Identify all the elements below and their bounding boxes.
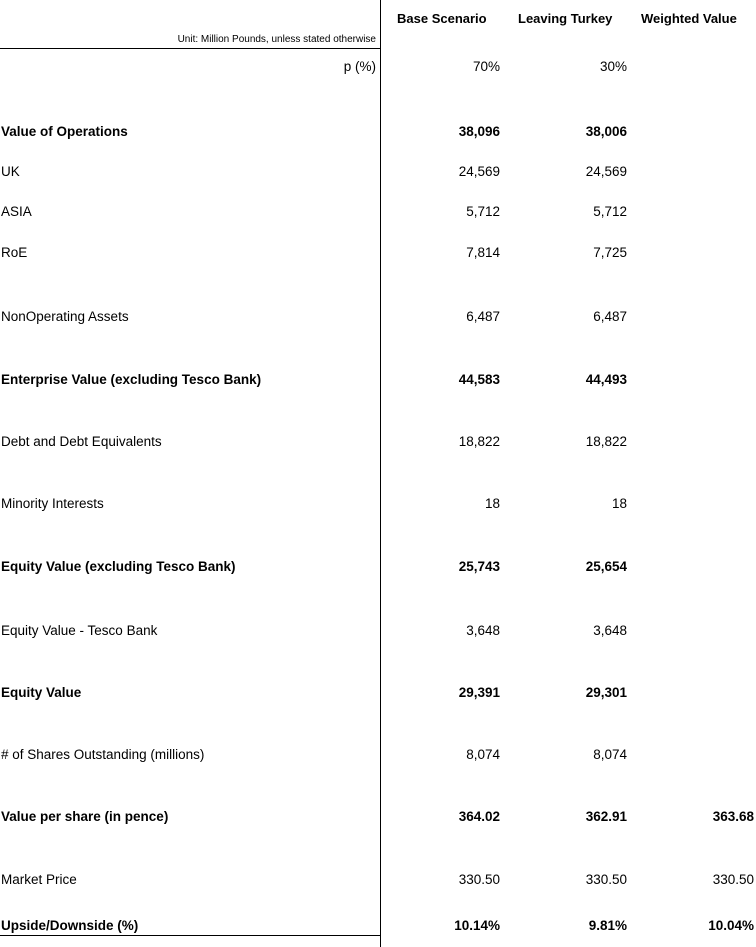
header-divider xyxy=(0,48,380,49)
table-row xyxy=(0,685,756,705)
row-label: Equity Value xyxy=(1,685,82,700)
leaving-turkey-value: 3,648 xyxy=(593,623,627,638)
leaving-turkey-value: 8,074 xyxy=(593,747,627,762)
leaving-turkey-value: 24,569 xyxy=(585,164,627,179)
base-scenario-value: 7,814 xyxy=(466,245,500,260)
leaving-turkey-value: 5,712 xyxy=(593,204,627,219)
table-row xyxy=(0,434,756,454)
table-row xyxy=(0,623,756,643)
leaving-turkey-value: 30% xyxy=(599,59,627,74)
leaving-turkey-value: 25,654 xyxy=(585,559,627,574)
column-header-leaving-turkey: Leaving Turkey xyxy=(518,11,613,26)
base-scenario-value: 29,391 xyxy=(458,685,500,700)
row-label: Value of Operations xyxy=(1,124,128,139)
table-row xyxy=(0,496,756,516)
row-label: Minority Interests xyxy=(1,496,104,511)
base-scenario-value: 3,648 xyxy=(466,623,500,638)
table-row xyxy=(0,204,756,224)
leaving-turkey-value: 6,487 xyxy=(593,309,627,324)
leaving-turkey-value: 44,493 xyxy=(585,372,627,387)
row-label: Value per share (in pence) xyxy=(1,809,169,824)
row-label: # of Shares Outstanding (millions) xyxy=(1,747,205,762)
leaving-turkey-value: 38,006 xyxy=(585,124,627,139)
table-row xyxy=(0,124,756,144)
leaving-turkey-value: 18 xyxy=(611,496,627,511)
base-scenario-value: 330.50 xyxy=(458,872,500,887)
base-scenario-value: 10.14% xyxy=(454,918,500,933)
row-label: Debt and Debt Equivalents xyxy=(1,434,162,449)
table-row xyxy=(0,59,756,79)
base-scenario-value: 70% xyxy=(472,59,500,74)
base-scenario-value: 38,096 xyxy=(458,124,500,139)
row-label: Market Price xyxy=(1,872,77,887)
leaving-turkey-value: 330.50 xyxy=(585,872,627,887)
row-label: ASIA xyxy=(1,204,32,219)
row-label: Equity Value (excluding Tesco Bank) xyxy=(1,559,236,574)
row-label: Upside/Downside (%) xyxy=(1,918,139,933)
column-header-base-scenario: Base Scenario xyxy=(397,11,487,26)
base-scenario-value: 44,583 xyxy=(458,372,500,387)
column-header-weighted-value: Weighted Value xyxy=(641,11,737,26)
base-scenario-value: 364.02 xyxy=(458,809,500,824)
table-row xyxy=(0,872,756,892)
table-row xyxy=(0,918,756,938)
leaving-turkey-value: 18,822 xyxy=(585,434,627,449)
leaving-turkey-value: 362.91 xyxy=(585,809,627,824)
row-label: RoE xyxy=(1,245,28,260)
row-label: p (%) xyxy=(343,59,376,74)
base-scenario-value: 6,487 xyxy=(466,309,500,324)
row-label: UK xyxy=(1,164,20,179)
base-scenario-value: 5,712 xyxy=(466,204,500,219)
table-row xyxy=(0,309,756,329)
table-row xyxy=(0,372,756,392)
leaving-turkey-value: 7,725 xyxy=(593,245,627,260)
leaving-turkey-value: 9.81% xyxy=(588,918,627,933)
leaving-turkey-value: 29,301 xyxy=(585,685,627,700)
base-scenario-value: 18 xyxy=(484,496,500,511)
table-row xyxy=(0,245,756,265)
base-scenario-value: 18,822 xyxy=(458,434,500,449)
table-row xyxy=(0,747,756,767)
table-header xyxy=(0,0,756,48)
weighted-value: 330.50 xyxy=(712,872,754,887)
table-row xyxy=(0,809,756,829)
weighted-value: 10.04% xyxy=(708,918,754,933)
unit-note: Unit: Million Pounds, unless stated otherwise xyxy=(177,34,376,45)
base-scenario-value: 8,074 xyxy=(466,747,500,762)
base-scenario-value: 25,743 xyxy=(458,559,500,574)
base-scenario-value: 24,569 xyxy=(458,164,500,179)
row-label: Enterprise Value (excluding Tesco Bank) xyxy=(1,372,262,387)
row-label: Equity Value - Tesco Bank xyxy=(1,623,158,638)
row-label: NonOperating Assets xyxy=(1,309,129,324)
weighted-value: 363.68 xyxy=(712,809,754,824)
table-row xyxy=(0,164,756,184)
table-row xyxy=(0,559,756,579)
